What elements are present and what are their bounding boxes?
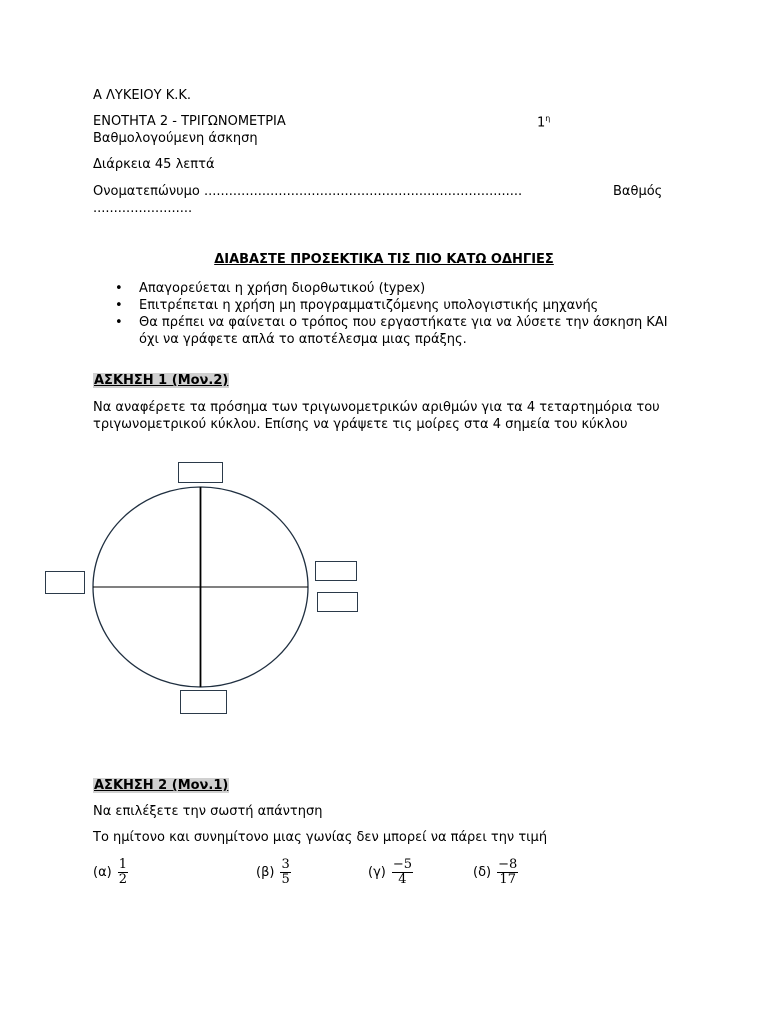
instructions-title: ΔΙΑΒΑΣΤΕ ΠΡΟΣΕΚΤΙΚΑ ΤΙΣ ΠΙΟ ΚΑΤΩ ΟΔΗΓΙΕΣ	[214, 252, 554, 267]
fraction: $\frac{-8}{17}$	[498, 857, 518, 887]
answer-box-left[interactable]	[45, 571, 85, 594]
school-name: Α ΛΥΚΕΙΟΥ Κ.Κ.	[93, 88, 192, 103]
grade-field: ........................	[93, 201, 193, 216]
exercise1-text: Να αναφέρετε τα πρόσημα των τριγωνομετρικών αριθμών για τα 4 τεταρτημόρια του τριγωνομετρικού κύκλου. Επίσης να γράψετε τις μοίρες στα 4 σημεία του κύκλου	[93, 400, 660, 432]
option-a[interactable]: (α) $\frac{1}{2}$	[93, 857, 127, 887]
unit-title: ΕΝΟΤΗΤΑ 2 - ΤΡΙΓΩΝΟΜΕΤΡΙΑ	[93, 114, 286, 129]
fraction: $\frac{3}{5}$	[281, 857, 290, 887]
test-type: Βαθμολογούμενη άσκηση	[93, 131, 258, 146]
test-number: $1^\eta$	[537, 114, 551, 131]
exercise2-heading: ΑΣΚΗΣΗ 2 (Μον.1)	[94, 778, 229, 793]
option-d[interactable]: (δ) $\frac{-8}{17}$	[473, 857, 518, 887]
fraction: $\frac{-5}{4}$	[392, 857, 413, 887]
exercise2-prompt: Να επιλέξετε την σωστή απάντηση	[93, 804, 323, 819]
duration: Διάρκεια 45 λεπτά	[93, 157, 215, 172]
answer-box-right-lower[interactable]	[317, 592, 358, 612]
instruction-item: • Θα πρέπει να φαίνεται ο τρόπος που εργαστήκατε για να λύσετε την άσκηση ΚΑΙ όχι να γράφετε απλά το αποτέλεσμα μιας πράξης.	[115, 314, 675, 348]
answer-box-right-upper[interactable]	[315, 561, 357, 581]
grade-label: Βαθμός	[613, 184, 663, 199]
instruction-item: • Επιτρέπεται η χρήση μη προγραμματιζόμενης υπολογιστικής μηχανής	[115, 297, 675, 314]
exercise2-question: Το ημίτονο και συνημίτονο μιας γωνίας δεν μπορεί να πάρει την τιμή	[93, 830, 548, 845]
option-b[interactable]: (β) $\frac{3}{5}$	[256, 857, 290, 887]
answer-box-bottom[interactable]	[180, 690, 227, 714]
instruction-item: • Απαγορεύεται η χρήση διορθωτικού (typex)	[115, 280, 675, 297]
answer-box-top[interactable]	[178, 462, 223, 483]
fraction: $\frac{1}{2}$	[118, 857, 127, 887]
option-c[interactable]: (γ) $\frac{-5}{4}$	[368, 857, 413, 887]
exercise1-heading: ΑΣΚΗΣΗ 1 (Μον.2)	[94, 373, 229, 388]
name-field: Ονοματεπώνυμο .............................................................................	[93, 184, 523, 199]
